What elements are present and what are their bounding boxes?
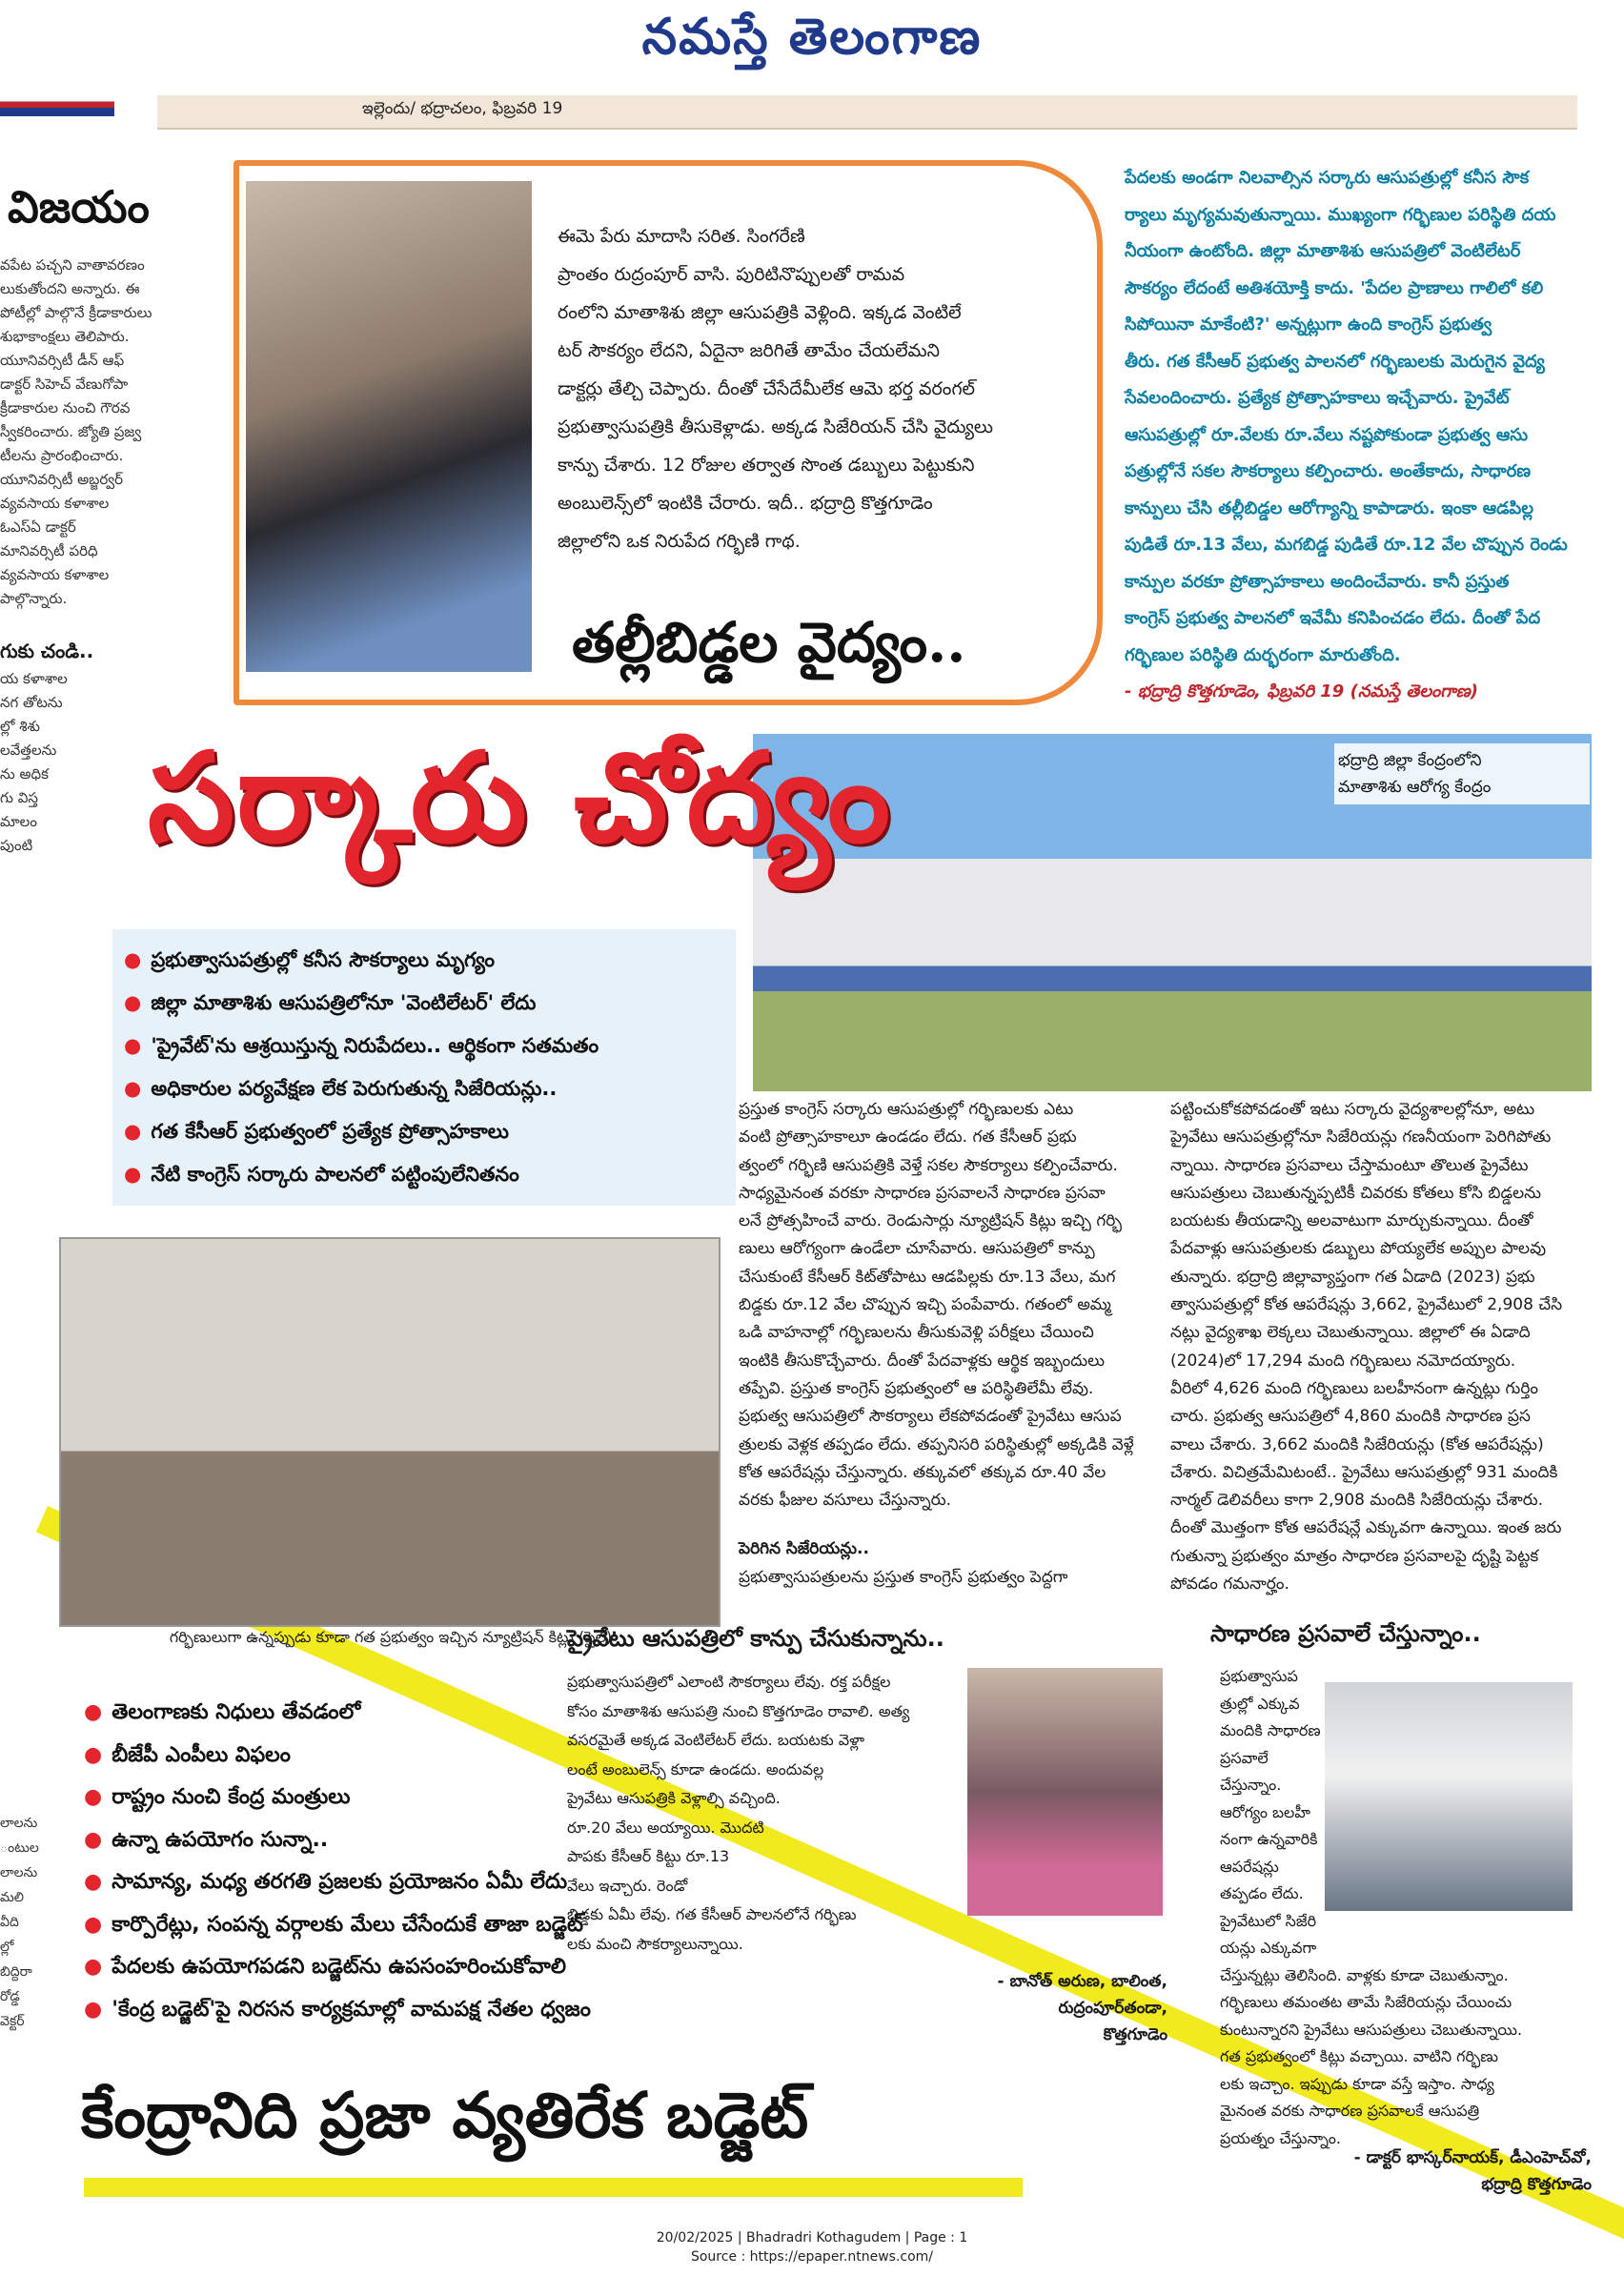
- text-line: ప్రాంతం రుద్రంపూర్ వాసి. పురిటినొప్పులతో రామవ: [558, 264, 905, 285]
- bullet-text: బీజేపీ ఎంపీలు విఫలం: [112, 1742, 291, 1767]
- bullet-text: సామాన్య, మధ్య తరగతి ప్రజలకు ప్రయోజనం ఏమీ లేదు: [112, 1870, 568, 1894]
- text-line: గర్భిణుల పరిస్థితి దుర్భరంగా మారుతోంది.: [1125, 644, 1401, 665]
- text-line: పాల్గొన్నారు.: [0, 590, 68, 607]
- text-line: గు విస్త: [0, 789, 38, 806]
- text-line: కొత్తగూడెం: [1103, 2025, 1167, 2044]
- bullet-item: [124, 982, 724, 1025]
- text-line: ణులు ఆరోగ్యంగా ఉండేలా చూసేవారు. ఆసుపత్రిలో కాన్పు: [739, 1239, 1095, 1259]
- hospital-photo-caption: [1334, 743, 1590, 804]
- text-line: ఒడి వాహనాల్లో గర్భిణులను తీసుకువెళ్లి పరీక్షలు చేయించి: [739, 1323, 1094, 1343]
- text-line: వీరిలో 4,626 మంది గర్భిణులు బలహీనంగా ఉన్నట్లు గుర్తిం: [1170, 1378, 1539, 1398]
- text-line: ప్రయత్నం చేస్తున్నాం.: [1220, 2128, 1341, 2147]
- text-line: - బానోత్ అరుణ, బాలింత,: [997, 1972, 1167, 1991]
- bullet-dot-icon: ●: [84, 1870, 103, 1894]
- bullet-dot-icon: ●: [84, 1997, 103, 2022]
- masthead: నమస్తే తెలంగాణ: [641, 8, 983, 66]
- text-line: పుంటి: [0, 837, 33, 854]
- text-line: ల్లో శిశు: [0, 718, 40, 735]
- text-line: లకు మంచి సౌకర్యాలున్నాయి.: [567, 1934, 743, 1953]
- text-line: శుభాకాంక్షలు తెలిపారు.: [0, 328, 130, 345]
- text-line: కాన్పులు చేసి తల్లీబిడ్డల ఆరోగ్యాన్ని కాపాడారు. ఇంకా ఆడపిల్ల: [1125, 498, 1533, 518]
- text-line: మలి: [0, 1890, 25, 1905]
- caption-line: మాతాశిశు ఆరోగ్య కేంద్రం: [1338, 778, 1492, 797]
- text-line: గర్భిణులు తమంతట తామే సిజేరియన్లు చేయించు: [1220, 1993, 1512, 2011]
- text-line: న్నాయి. సాధారణ ప్రసవాలు చేస్తామంటూ తొలుత ప్రైవేటు: [1170, 1155, 1529, 1175]
- text-line: వంటి ప్రోత్సాహకాలూ ఉండడం లేదు. గత కేసీఆర్ ప్రభు: [739, 1128, 1077, 1148]
- text-line: ప్రభుత్వాసుపత్రికి తీసుకెళ్లాడు. అక్కడ సిజేరియన్ చేసి వైద్యులు: [558, 417, 993, 437]
- right-intro-column: [1125, 160, 1601, 711]
- bullet-dot-icon: ●: [84, 1955, 103, 1979]
- box3-byline: [1220, 2144, 1592, 2198]
- bullet-text: గత కేసీఆర్ ప్రభుత్వంలో ప్రత్యేక ప్రోత్సాహకాలు: [151, 1120, 509, 1143]
- text-line: వాలు చేశారు. 3,662 మందికి సిజేరియన్లు (కోత ఆపరేషన్లు): [1170, 1434, 1544, 1454]
- text-line: గుతున్నా ప్రభుత్వం మాత్రం సాధారణ ప్రసవాలపై దృష్టి పెట్టక: [1170, 1546, 1539, 1566]
- text-line: బిడ్డకు ఏమీ లేవు. గత కేసీఆర్ పాలనలోనే గర్భిణు: [567, 1905, 857, 1923]
- text-line: వరకు ఫీజుల వసూలు చేస్తున్నారు.: [739, 1491, 952, 1511]
- bullet-item: [84, 1989, 713, 2032]
- text-line: బిడ్డకు రూ.12 వేల చొప్పున ఇచ్చి పంపేవారు. గతంలో అమ్మ: [739, 1295, 1111, 1315]
- bullet-text: జిల్లా మాతాశిశు ఆసుపత్రిలోనూ 'వెంటిలేటర్' లేదు: [151, 991, 537, 1014]
- text-line: నగ తోటను: [0, 694, 63, 711]
- text-line: బయటకు తీయడాన్ని అలవాటుగా మార్చుకున్నాయి. దీంతో: [1170, 1211, 1533, 1231]
- text-line: పట్టించుకోకపోవడంతో ఇటు సర్కారు వైద్యశాలల్లోనూ, అటు: [1170, 1100, 1535, 1119]
- bullet-item: [124, 1025, 724, 1067]
- budget-headline: కేంద్రానిది ప్రజా వ్యతిరేక బడ్జెట్: [81, 2078, 809, 2152]
- kits-photo-caption: గర్భిణులుగా ఉన్నప్పుడు కూడా గత ప్రభుత్వం ఇచ్చిన న్యూట్రిషన్ కిట్లు (ఫైల్): [169, 1628, 613, 1646]
- text-line: నట్లు వైద్యశాఖ లెక్కలు చెబుతున్నాయి. జిల్లాలో ఈ ఏడాది: [1170, 1323, 1531, 1343]
- text-line: ప్రభుత్వాసుపత్రిలో ఎలాంటి సౌకర్యాలు లేవు. రక్త పరీక్షల: [567, 1673, 891, 1691]
- text-line: - డాక్టర్ భాస్కర్‌నాయక్, డీఎంహెచ్‌వో,: [1353, 2148, 1592, 2167]
- highlight-bullets: [112, 929, 736, 1206]
- text-line: ప్రైవేటులో సిజేరి: [1220, 1911, 1317, 1930]
- text-line: ఆరోగ్యం బలహీ: [1220, 1802, 1310, 1821]
- text-line: ఇంటికి తీసుకొచ్చేవారు. దీంతో పేదవాళ్లకు ఆర్థిక ఇబ్బందులు: [739, 1351, 1106, 1371]
- text-line: ఆసుపత్రులు చెబుతున్నప్పటికీ చివరకు కోతలు కోసి బిడ్డలను: [1170, 1183, 1541, 1203]
- bullet-item: [84, 1946, 713, 1989]
- bullet-item: [84, 1777, 713, 1819]
- bullet-dot-icon: ●: [84, 1827, 103, 1852]
- text-line: పాపకు కేసీఆర్ కిట్టు రూ.13: [567, 1847, 730, 1865]
- text-line: సౌకర్యం లేదంటే అతిశయోక్తి కాదు. 'పేదల ప్రాణాలు గాలిలో కలి: [1125, 277, 1544, 298]
- text-line: టర్ సౌకర్యం లేదని, ఏదైనా జరిగితే తామేం చేయలేమని: [558, 340, 940, 361]
- text-line: లవేత్తలను: [0, 742, 57, 759]
- bullet-dot-icon: ●: [84, 1700, 103, 1724]
- text-line: నార్మల్ డెలివరీలు కాగా 2,908 మందికి సిజేరియన్లు చేశారు.: [1170, 1491, 1544, 1511]
- text-line: ఈమె పేరు మాదాసి సరిత. సింగరేణి: [558, 226, 805, 247]
- text-line: వ్యవసాయ కళాశాల: [0, 495, 110, 512]
- bullet-item: [84, 1819, 713, 1862]
- text-line: ప్రసవాలే: [1220, 1748, 1269, 1767]
- text-line: కాన్పుల వరకూ ప్రోత్సాహకాలు అందించేవారు. కానీ ప్రస్తుత: [1125, 571, 1510, 592]
- text-line: యూనివర్సిటీ అబ్జర్వర్: [0, 471, 123, 488]
- text-line: సాధ్యమైనంత వరకూ సాధారణ ప్రసవాలనే సాధారణ ప్రసవా: [739, 1183, 1106, 1203]
- bullet-text: నేటి కాంగ్రెస్ సర్కారు పాలనలో పట్టింపులేనితనం: [151, 1163, 519, 1186]
- text-line: పేదవాళ్లు ఆసుపత్రులకు డబ్బులు పోయ్యలేక అప్పుల పాలవు: [1170, 1239, 1547, 1259]
- left-edge-text: [0, 1811, 57, 2211]
- text-line: త్వాసుపత్రుల్లో కోత ఆపరేషన్లు 3,662, ప్రైవేటులో 2,908 చేసి: [1170, 1295, 1563, 1315]
- text-line: తప్పేవి. ప్రస్తుత కాంగ్రెస్ ప్రభుత్వంలో ఆ పరిస్థితిలేమీ లేవు.: [739, 1378, 1094, 1398]
- text-line: లంటే అంబులెన్స్ కూడా ఉండదు. అందువల్ల: [567, 1759, 824, 1778]
- box3-text: [1220, 1663, 1596, 2152]
- box2-heading: ప్రైవేటు ఆసుపత్రిలో కాన్పు చేసుకున్నాను..: [567, 1625, 944, 1652]
- text-line: కాంగ్రెస్ ప్రభుత్వ పాలనలో ఇవేమీ కనిపించడం లేదు. దీంతో పేద: [1125, 608, 1541, 628]
- text-line: మానివర్సిటీ పరిధి: [0, 542, 98, 559]
- text-line: తున్నారు. భద్రాద్రి జిల్లావ్యాప్తంగా గత ఏడాది (2023) ప్రభు: [1170, 1267, 1535, 1287]
- text-line: మాలం: [0, 813, 37, 830]
- text-line: చేశారు. విచిత్రమేమిటంటే.. ప్రైవేటు ఆసుపత్రుల్లో 931 మందికి: [1170, 1462, 1558, 1482]
- text-line: మైనంత వరకు సాధారణ ప్రసవాలకే ఆసుపత్రి: [1220, 2102, 1480, 2120]
- text-line: బిద్దిరా: [0, 1964, 32, 1980]
- text-line: వీది: [0, 1915, 19, 1930]
- text-line: టీలను ప్రారంభించారు.: [0, 447, 124, 464]
- text-line: కోసం మాతాశిశు ఆసుపత్రి నుంచి కొత్తగూడెం రావాలి. అత్య: [567, 1701, 910, 1720]
- text-line: గత ప్రభుత్వంలో కిట్లు వచ్చాయి. వాటిని గర్భిణు: [1220, 2047, 1499, 2065]
- text-line: ఓఎస్ఏ డాక్టర్: [0, 518, 76, 536]
- text-line: రంలోని మాతాశిశు జిల్లా ఆసుపత్రికి వెళ్లింది. ఇక్కడ వెంటిలే: [558, 302, 962, 323]
- text-line: తప్పడం లేదు.: [1220, 1884, 1304, 1902]
- text-line: పేదలకు అండగా నిలవాల్సిన సర్కారు ఆసుపత్రుల్లో కనీస సౌక: [1125, 168, 1530, 188]
- text-line: ర్యాలు మృగ్యమవుతున్నాయి. ముఖ్యంగా గర్భిణుల పరిస్థితి దయ: [1125, 204, 1556, 225]
- bullet-item: [124, 1153, 724, 1196]
- text-line: రూ.20 వేలు అయ్యాయి. మొదటి: [567, 1818, 764, 1837]
- text-line: వపేట పచ్చని వాతావరణం: [0, 256, 145, 274]
- budget-bullets: [84, 1692, 713, 2031]
- bullet-text: రాష్ట్రం నుంచి కేంద్ర మంత్రులు: [112, 1785, 351, 1809]
- sub-headline: తల్లీబిడ్డల వైద్యం..: [572, 610, 966, 675]
- bullet-dot-icon: ●: [124, 1163, 142, 1186]
- box2-byline: [939, 1968, 1167, 2048]
- body-column-2: [1170, 1096, 1594, 1598]
- text-line: నీయంగా ఉంటోంది. జిల్లా మాతాశిశు ఆసుపత్రిలో వెంటిలేటర్: [1125, 241, 1521, 261]
- bullet-dot-icon: ●: [124, 1120, 142, 1143]
- budget-yellow-strip: [84, 2178, 1023, 2197]
- text-line: తీరు. గత కేసీఆర్ ప్రభుత్వ పాలనలో గర్భిణులకు మెరుగైన వైద్య: [1125, 351, 1545, 372]
- bullet-text: ప్రభుత్వాసుపత్రుల్లో కనీస సౌకర్యాలు మృగ్యం: [151, 948, 496, 971]
- text-line: ఆపరేషన్లు: [1220, 1857, 1279, 1876]
- footer-source: Source : https://epaper.ntnews.com/: [690, 2249, 934, 2265]
- right-column-byline: - భద్రాద్రి కొత్తగూడెం, ఫిబ్రవరి 19 (నమస్తే తెలంగాణ): [1125, 681, 1478, 701]
- text-line: చేసుకుంటే కేసీఆర్ కిట్‌తోపాటు ఆడపిల్లకు రూ.13 వేలు, మగ: [739, 1267, 1116, 1287]
- text-line: చారు. ప్రభుత్వ ఆసుపత్రిలో 4,860 మందికి సాధారణ ప్రస: [1170, 1407, 1531, 1427]
- bullet-text: తెలంగాణకు నిధులు తేవడంలో: [112, 1700, 361, 1724]
- text-line: య కళాశాల: [0, 670, 68, 687]
- text-line: డాక్టర్లు తేల్చి చెప్పారు. దీంతో చేసేదేమీలేక ఆమె భర్త వరంగల్: [558, 378, 975, 399]
- text-line: ప్రస్తుత కాంగ్రెస్ సర్కారు ఆసుపత్రుల్లో గర్భిణులకు ఎటు: [739, 1100, 1074, 1119]
- footer-date-page: 20/02/2025 | Bhadradri Kothagudem | Page : 1: [656, 2230, 968, 2246]
- text-line: భద్రాద్రి కొత్తగూడెం: [1481, 2175, 1592, 2194]
- bullet-text: అధికారుల పర్యవేక్షణ లేక పెరుగుతున్న సిజేరియన్లు..: [151, 1077, 558, 1100]
- text-line: త్రులకు వెళ్లక తప్పడం లేదు. తప్పనిసరి పరిస్థితుల్లో అక్కడికి వెళ్లే: [739, 1434, 1134, 1454]
- text-line: సిపోయినా మాకేంటి?' అన్నట్లుగా ఉంది కాంగ్రెస్ ప్రభుత్వ: [1125, 315, 1492, 335]
- body-column-1: [739, 1096, 1158, 1592]
- mother-with-baby-photo: [246, 181, 532, 672]
- text-line: వెక్టర్: [0, 2014, 25, 2029]
- text-line: అంబులెన్స్‌లో ఇంటికి చేరారు. ఇదీ.. భద్రాద్రి కొత్తగూడెం: [558, 493, 933, 514]
- bullet-text: 'ప్రైవేట్'ను ఆశ్రయిస్తున్న నిరుపేదలు.. ఆర్థికంగా సతమతం: [151, 1034, 599, 1057]
- text-line: క్రీడాకారుల నుంచి గౌరవ: [0, 399, 131, 417]
- text-line: కోత ఆపరేషన్లు చేస్తున్నారు. తక్కువలో తక్కువ రూ.40 వేల: [739, 1462, 1106, 1482]
- bullet-item: [84, 1904, 713, 1947]
- bullet-item: [124, 1110, 724, 1153]
- text-line: లకు ఇచ్చాం. ఇప్పుడు కూడా వస్తే ఇస్తాం. సాధ్య: [1220, 2074, 1494, 2093]
- text-line: జిల్లాలోని ఒక నిరుపేద గర్భిణి గాథ.: [558, 531, 801, 552]
- story-text: [558, 217, 1096, 560]
- masthead-flag-stripe: [0, 95, 114, 116]
- text-line: కుంటున్నారని ప్రైవేటు ఆసుపత్రులు చెబుతున్నాయి.: [1220, 2020, 1523, 2039]
- text-line: ప్రభుత్వాసుప: [1220, 1667, 1298, 1685]
- text-line: చేస్తున్నాం.: [1220, 1776, 1282, 1794]
- text-line: మందికి సాధారణ: [1220, 1721, 1321, 1739]
- bullet-text: ఉన్నా ఉపయోగం సున్నా..: [112, 1827, 329, 1852]
- text-line: ప్రభుత్వ ఆసుపత్రిలో సౌకర్యాలు లేకపోవడంతో ప్రైవేటు ఆసుప: [739, 1407, 1122, 1427]
- bullet-item: [124, 1067, 724, 1110]
- text-line: పోటీల్లో పాల్గొనే క్రీడాకారులు: [0, 304, 152, 321]
- text-line: చేస్తున్నట్లు తెలిసింది. వాళ్లకు కూడా చెబుతున్నాం.: [1220, 1965, 1509, 1984]
- bullet-item: [84, 1861, 713, 1904]
- bullet-dot-icon: ●: [124, 1034, 142, 1057]
- bullet-dot-icon: ●: [84, 1742, 103, 1767]
- main-headline: సర్కారు చోద్యం: [148, 724, 892, 870]
- text-line: వసరమైతే అక్కడ వెంటిలేటర్ లేదు. బయటకు వెళ్లా: [567, 1731, 865, 1749]
- text-line: త్రుల్లో ఎక్కువ: [1220, 1694, 1300, 1713]
- text-line: రోడ్డ: [0, 1989, 20, 2004]
- text-line: ల్లో: [0, 1940, 14, 1955]
- bullet-dot-icon: ●: [124, 948, 142, 971]
- text-line: కాన్పు చేశారు. 12 రోజుల తర్వాత సొంత డబ్బులు పెట్టుకుని: [558, 455, 975, 476]
- text-line: లాలను: [0, 1816, 38, 1831]
- text-line: వ్యవసాయ కళాశాల: [0, 566, 110, 583]
- text-line: ప్రైవేటు ఆసుపత్రికి వెళ్లాల్సి వచ్చింది.: [567, 1789, 781, 1807]
- text-line: లుకుతోందని అన్నారు. ఈ: [0, 280, 140, 297]
- body-subheading: పెరిగిన సిజేరియన్లు..: [739, 1539, 869, 1559]
- text-line: దీంతో మొత్తంగా కోత ఆపరేషన్లే ఎక్కువగా ఉన్నాయి. ఇంత జరు: [1170, 1518, 1562, 1538]
- text-line: నంగా ఉన్నవారికి: [1220, 1830, 1318, 1848]
- text-line: స్వీకరించారు. జ్యోతి ప్రజ్వ: [0, 423, 142, 440]
- text-line: పోవడం గమనార్హం.: [1170, 1575, 1289, 1595]
- caption-line: భద్రాద్రి జిల్లా కేంద్రంలోని: [1338, 751, 1482, 770]
- aruna-with-baby-photo: [967, 1668, 1163, 1916]
- text-line: యూనివర్సిటీ డీన్ ఆఫ్: [0, 352, 125, 369]
- bullet-dot-icon: ●: [84, 1912, 103, 1937]
- text-line: త్వంలో గర్భిణి ఆసుపత్రికి వెళ్తే సకల సౌకర్యాలు కల్పించేవారు.: [739, 1155, 1118, 1175]
- bullet-dot-icon: ●: [84, 1785, 103, 1809]
- text-line: సేవలందించారు. ప్రత్యేక ప్రోత్సాహకాలు ఇచ్చేవారు. ప్రైవేట్: [1125, 388, 1510, 408]
- text-line: పుడితే రూ.13 వేలు, మగబిడ్డ పుడితే రూ.12 వేల చొప్పున రెండు: [1125, 535, 1568, 555]
- bullet-item: [84, 1735, 713, 1778]
- body-line: ప్రభుత్వాసుపత్రులను ప్రస్తుత కాంగ్రెస్ ప్రభుత్వం పెద్దగా: [739, 1567, 1068, 1587]
- text-line: లాలను: [0, 1865, 38, 1880]
- bullet-text: పేదలకు ఉపయోగపడని బడ్జెట్‌ను ఉపసంహరించుకోవాలి: [112, 1955, 566, 1979]
- bullet-item: [84, 1692, 713, 1735]
- text-line: ను అధిక: [0, 765, 49, 782]
- bullet-item: [124, 939, 724, 982]
- text-line: ంటుల: [0, 1840, 39, 1856]
- left-column-text: [0, 254, 191, 611]
- text-line: ఆసుపత్రుల్లో రూ.వేలకు రూ.వేలు నష్టపోకుండా ప్రభుత్వ ఆసు: [1125, 424, 1529, 445]
- bullet-text: కార్పొరేట్లు, సంపన్న వర్గాలకు మేలు చేసేందుకే తాజా బడ్జెట్: [112, 1912, 584, 1937]
- left-column-heading: విజయం: [8, 181, 150, 233]
- text-line: లనే ప్రోత్సహించే వారు. రెండుసార్లు న్యూట్రిషన్ కిట్లు ఇచ్చి గర్భి: [739, 1211, 1123, 1231]
- text-line: (2024)లో 17,294 మంది గర్భిణులు నమోదయ్యారు.: [1170, 1351, 1516, 1371]
- text-line: ప్రైవేటు ఆసుపత్రుల్లోనూ సిజేరియన్లు గణనీయంగా పెరిగిపోతు: [1170, 1128, 1552, 1148]
- bullet-dot-icon: ●: [124, 991, 142, 1014]
- dateline: ఇల్లెందు/ భద్రాచలం, ఫిబ్రవరి 19: [362, 99, 563, 118]
- bullet-text: 'కేంద్ర బడ్జెట్'పై నిరసన కార్యక్రమాల్లో వామపక్ష నేతల ధ్వజం: [112, 1997, 591, 2022]
- text-line: పత్రుల్లోనే సకల సౌకర్యాలు కల్పించారు. అంతేకాదు, సాధారణ: [1125, 461, 1532, 481]
- nutrition-kits-photo: [59, 1237, 721, 1627]
- text-line: యన్లు ఎక్కువగా: [1220, 1939, 1317, 1957]
- left-column-subheading: గుకు చండి..: [0, 640, 94, 662]
- text-line: డాక్టర్ సిహెచ్ వేణుగోపా: [0, 376, 129, 393]
- text-line: రుద్రంపూర్‌తండా,: [1058, 1999, 1167, 2018]
- box3-heading: సాధారణ ప్రసవాలే చేస్తున్నాం..: [1210, 1620, 1481, 1647]
- text-line: వేలు ఇచ్చారు. రెండో: [567, 1876, 688, 1895]
- bullet-dot-icon: ●: [124, 1077, 142, 1100]
